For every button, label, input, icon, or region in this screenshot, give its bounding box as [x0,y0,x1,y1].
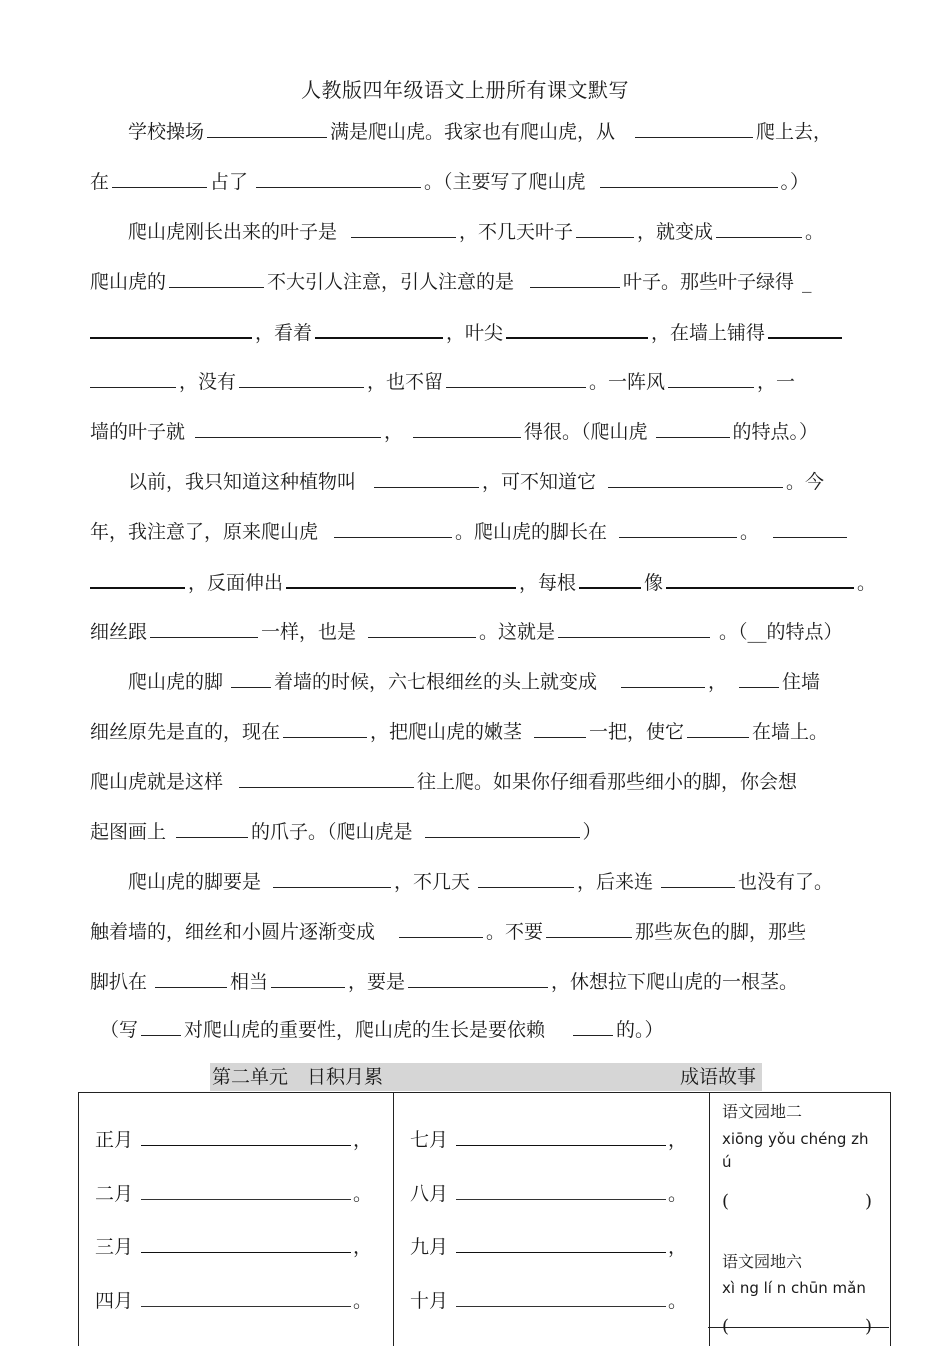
column-divider [393,1093,394,1346]
blank[interactable] [668,367,754,388]
blank[interactable] [573,1015,613,1036]
blank[interactable] [141,1181,351,1200]
blank[interactable] [666,567,854,589]
p4-line-1: 爬山虎的脚 着墙的时候，六七根细丝的头上就变成 ， 住墙 [128,667,923,697]
garden-2-pinyin-1: xiōng yǒu chéng zh [722,1130,869,1148]
answer-parens-2[interactable]: ( ) [722,1316,872,1337]
blank[interactable] [286,567,516,589]
unit-header [210,1063,762,1091]
blank[interactable] [169,267,264,288]
p1-line-2: 在 占了 。（主要写了爬山虎 。） [90,167,885,197]
blank[interactable] [576,217,634,238]
month-row-2: 二月 。 [95,1183,373,1205]
p2-line-5: 墙的叶子就 ， 得很。（爬山虎 的特点。） [90,417,885,447]
blank[interactable] [506,317,648,339]
p3-line-2: 年，我注意了，原来爬山虎 。爬山虎的脚长在 。 [90,517,885,547]
answer-parens-1[interactable]: ( ) [722,1191,872,1212]
month-row-9: 九月 ， [410,1236,688,1258]
blank[interactable] [112,167,207,188]
garden-2-label: 语文园地二 [722,1102,803,1121]
column-divider [709,1093,710,1346]
blank[interactable] [621,667,705,688]
blank[interactable] [399,917,483,938]
month-row-4: 四月 。 [95,1290,373,1312]
p5-line-1: 爬山虎的脚要是 ，不几天 ，后来连 也没有了。 [128,867,923,897]
blank[interactable] [141,1127,351,1146]
blank[interactable] [150,617,258,638]
blank[interactable] [141,1015,181,1036]
p3-line-4: 细丝跟 一样，也是 。这就是 。（__的特点） [90,617,885,647]
blank[interactable] [635,117,753,138]
blank[interactable] [413,417,521,438]
p4-line-3: 爬山虎就是这样 往上爬。如果你仔细看那些细小的脚，你会想 [90,767,885,797]
month-row-1: 正月 ， [95,1129,373,1151]
blank[interactable] [141,1288,351,1307]
blank[interactable] [90,567,185,589]
blank[interactable] [141,1234,351,1253]
garden-6-label: 语文园地六 [722,1252,803,1271]
p4-line-2: 细丝原先是直的，现在 ，把爬山虎的嫩茎 一把，使它 在墙上。 [90,717,885,747]
blank[interactable] [739,667,779,688]
blank[interactable] [315,317,443,339]
blank[interactable] [716,217,802,238]
blank[interactable] [351,217,456,238]
blank[interactable] [530,267,620,288]
p2-line-4: ，没有 ，也不留 。一阵风 ，一 [90,367,885,397]
p4-line-4: 起图画上 的爪子。（爬山虎是 ） [90,817,885,847]
blank[interactable] [608,467,783,488]
blank[interactable] [456,1181,666,1200]
blank[interactable] [558,617,710,638]
blank[interactable] [534,717,586,738]
page-title: 人教版四年级语文上册所有课文默写 [301,78,629,102]
blank[interactable] [239,767,414,788]
blank[interactable] [256,167,421,188]
blank[interactable] [425,817,580,838]
blank[interactable] [207,117,327,138]
blank[interactable] [656,417,730,438]
blank[interactable] [408,967,548,988]
blank[interactable] [446,367,586,388]
blank[interactable] [579,567,641,589]
p5-line-2: 触着墙的，细丝和小圆片逐渐变成 。不要 那些灰色的脚，那些 [90,917,885,947]
p2-line-3: ，看着 ，叶尖 ，在墙上铺得 [90,317,885,347]
p2-line-2: 爬山虎的 不大引人注意，引人注意的是 叶子。那些叶子绿得 _ [90,267,885,297]
blank[interactable] [661,867,735,888]
blank[interactable] [231,667,271,688]
blank[interactable] [456,1234,666,1253]
blank[interactable] [239,367,364,388]
blank[interactable] [374,467,479,488]
blank[interactable] [176,817,248,838]
blank[interactable] [90,367,176,388]
p3-line-3: ，反面伸出 ，每根 像 。 [90,567,885,597]
p5-line-3: 脚扒在 相当 ，要是 ，休想拉下爬山虎的一根茎。 [90,967,885,997]
month-row-3: 三月 ， [95,1236,373,1258]
p3-line-1: 以前，我只知道这种植物叫 ，可不知道它 。今 [128,467,923,497]
blank[interactable] [546,917,632,938]
blank[interactable] [456,1288,666,1307]
blank[interactable] [368,617,476,638]
blank[interactable] [600,167,778,188]
p2-line-1: 爬山虎刚长出来的叶子是 ，不几天叶子 ，就变成 。 [128,217,923,247]
unit-title: 第二单元 日积月累 [212,1066,384,1088]
p5-line-4: （写 对爬山虎的重要性，爬山虎的生长是要依赖 的。） [100,1015,895,1045]
blank[interactable] [271,967,345,988]
garden-6-pinyin: xì ng lí n chūn mǎn [722,1279,866,1297]
blank[interactable] [273,867,391,888]
blank[interactable] [90,317,252,339]
blank[interactable] [687,717,749,738]
blank[interactable] [768,317,842,339]
month-row-7: 七月 ， [410,1129,688,1151]
blank[interactable] [283,717,367,738]
garden-2-pinyin-2: ú [722,1153,732,1171]
p1-line-1: 学校操场 满是爬山虎。我家也有爬山虎，从 爬上去， [128,117,923,147]
blank[interactable] [773,517,847,538]
idiom-story-title: 成语故事 [679,1066,756,1088]
month-row-8: 八月 。 [410,1183,688,1205]
blank[interactable] [478,867,574,888]
blank[interactable] [456,1127,666,1146]
blank[interactable] [155,967,227,988]
blank[interactable] [195,417,381,438]
month-row-10: 十月 。 [410,1290,688,1312]
blank[interactable] [334,517,452,538]
blank[interactable] [619,517,737,538]
